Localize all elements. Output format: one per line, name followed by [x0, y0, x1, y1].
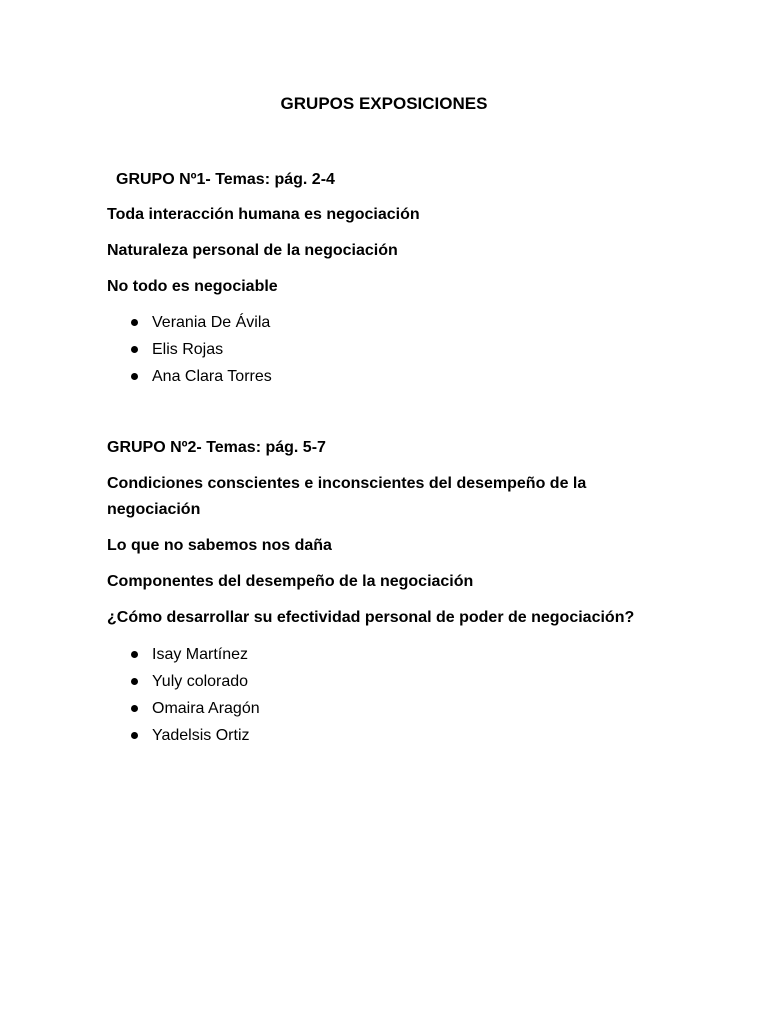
member-name: Yuly colorado [152, 673, 249, 690]
group-1-topic-2: Naturaleza personal de la negociación [107, 242, 398, 259]
group-1-topic-3: No todo es negociable [107, 278, 278, 295]
bullet-icon [131, 732, 138, 739]
member-name: Elis Rojas [152, 341, 224, 358]
bullet-icon [131, 373, 138, 380]
document-title: GRUPOS EXPOSICIONES [280, 94, 488, 113]
group-2-heading: GRUPO Nº2- Temas: pág. 5-7 [107, 439, 326, 456]
group-2-member-2 [0, 668, 260, 695]
group-2-members [0, 641, 260, 749]
bullet-icon [131, 651, 138, 658]
bullet-icon [131, 319, 138, 326]
bullet-icon [131, 705, 138, 712]
group-1-member-3 [0, 363, 272, 390]
group-2-member-3 [0, 695, 260, 722]
group-1-heading: GRUPO Nº1- Temas: pág. 2-4 [116, 171, 335, 188]
member-name: Isay Martínez [152, 646, 249, 663]
group-1-member-1 [0, 309, 272, 336]
group-1-topic-1: Toda interacción humana es negociación [107, 206, 420, 223]
group-2-topic-3: Componentes del desempeño de la negociación [107, 573, 474, 590]
group-1-member-2 [0, 336, 272, 363]
group-2-member-4 [0, 722, 260, 749]
member-name: Yadelsis Ortiz [152, 727, 250, 744]
group-2-topic-4: ¿Cómo desarrollar su efectividad personal de poder de negociación? [107, 609, 635, 626]
member-name: Verania De Ávila [152, 314, 271, 331]
member-name: Omaira Aragón [152, 700, 260, 717]
group-2-topic-1: Condiciones conscientes e inconscientes del desempeño de la negociación [107, 475, 587, 518]
group-2-topic-2: Lo que no sabemos nos daña [107, 537, 332, 554]
group-2-member-1 [0, 641, 260, 668]
bullet-icon [131, 678, 138, 685]
bullet-icon [131, 346, 138, 353]
member-name: Ana Clara Torres [152, 368, 272, 385]
group-1-members [0, 309, 272, 390]
